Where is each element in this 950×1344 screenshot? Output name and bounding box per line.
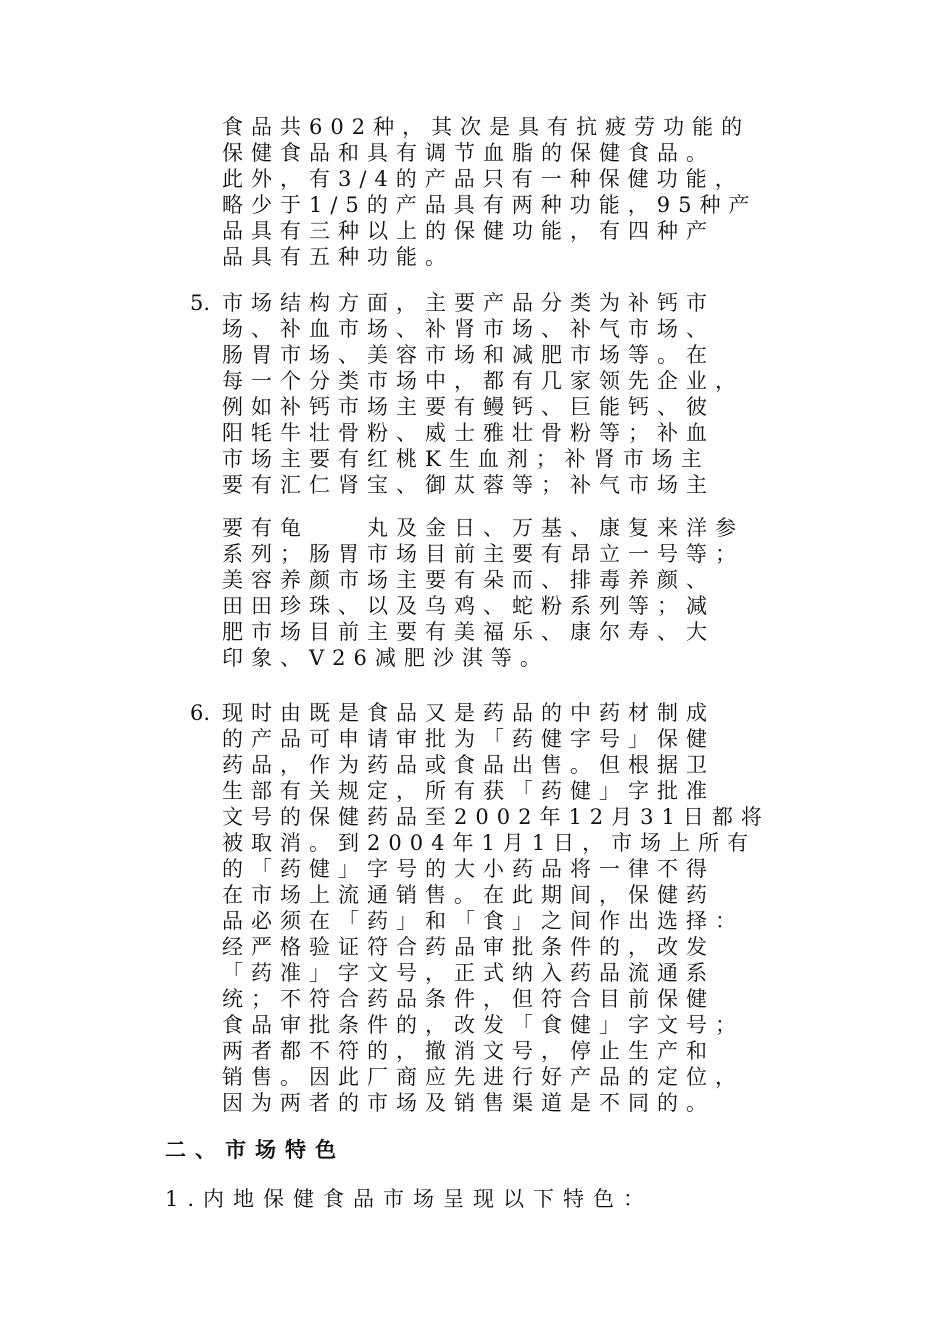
section-heading: 二、市场特色 <box>165 1137 345 1162</box>
text-line: 食品共602种，其次是具有抗疲劳功能的 <box>222 115 751 139</box>
text-line: 肠胃市场、美容市场和减肥市场等。在 <box>222 343 715 367</box>
text-line: 印象、V26减肥沙淇等。 <box>222 646 549 670</box>
text-line: 的产品可申请审批为「药健字号」保健 <box>222 727 715 751</box>
text-line: 被取消。到2004年1月1日，市场上所有 <box>222 831 757 855</box>
text-line: 略少于1/5的产品具有两种功能，95种产 <box>222 193 758 217</box>
text-line: 「药准」字文号，正式纳入药品流通系 <box>222 961 715 985</box>
text-line: 销售。因此厂商应先进行好产品的定位， <box>222 1065 744 1089</box>
list-item-5-continued <box>222 515 807 671</box>
text-line: 此外，有3/4的产品只有一种保健功能， <box>222 167 744 191</box>
text-line: 品具有三种以上的保健功能，有四种产 <box>222 219 715 243</box>
text-line: 例如补钙市场主要有鳗钙、巨能钙、彼 <box>222 395 715 419</box>
text-line: 田田珍珠、以及乌鸡、蛇粉系列等；减 <box>222 594 715 618</box>
text-line: 生部有关规定，所有获「药健」字批准 <box>222 779 715 803</box>
text-line: 阳牦牛壮骨粉、威士雅壮骨粉等；补血 <box>222 421 715 445</box>
list-number: 5. <box>190 291 211 315</box>
text-line: 食品审批条件的，改发「食健」字文号； <box>222 1013 744 1037</box>
paragraph-continued <box>222 114 807 270</box>
text-line: 保健食品和具有调节血脂的保健食品。 <box>222 141 715 165</box>
text-line: 市场结构方面，主要产品分类为补钙市 <box>222 291 715 315</box>
text-line: 品必须在「药」和「食」之间作出选择： <box>222 909 744 933</box>
text-line: 因为两者的市场及销售渠道是不同的。 <box>222 1091 715 1115</box>
text-line: 要有汇仁肾宝、御苁蓉等；补气市场主 <box>222 473 715 497</box>
text-line: 场、补血市场、补肾市场、补气市场、 <box>222 317 715 341</box>
text-line: 品具有五种功能。 <box>222 245 454 269</box>
text-line: 经严格验证符合药品审批条件的，改发 <box>222 935 715 959</box>
text-line: 统；不符合药品条件，但符合目前保健 <box>222 987 715 1011</box>
text-line: 的「药健」字号的大小药品将一律不得 <box>222 857 715 881</box>
text-line: 药品，作为药品或食品出售。但根据卫 <box>222 753 715 777</box>
text-line: 美容养颜市场主要有朵而、排毒养颜、 <box>222 568 715 592</box>
text-line: 市场主要有红桃K生血剂；补肾市场主 <box>222 447 710 471</box>
text-line: 肥市场目前主要有美福乐、康尔寿、大 <box>222 620 715 644</box>
text-line: 现时由既是食品又是药品的中药材制成 <box>222 701 715 725</box>
list-number: 6. <box>190 701 211 725</box>
text-line: 每一个分类市场中，都有几家领先企业， <box>222 369 744 393</box>
list-item-5 <box>190 290 807 498</box>
list-item-6 <box>190 700 807 1116</box>
text-line: 系列；肠胃市场目前主要有昂立一号等； <box>222 542 744 566</box>
text-line: 在市场上流通销售。在此期间，保健药 <box>222 883 715 907</box>
text-line: 要有龟 丸及金日、万基、康复来洋参 <box>222 516 744 540</box>
text-line: 两者都不符的，撤消文号，停止生产和 <box>222 1039 715 1063</box>
section-list-item-1: 1.内地保健食品市场呈现以下特色： <box>165 1187 654 1211</box>
text-line: 文号的保健药品至2002年12月31日都将 <box>222 805 770 829</box>
